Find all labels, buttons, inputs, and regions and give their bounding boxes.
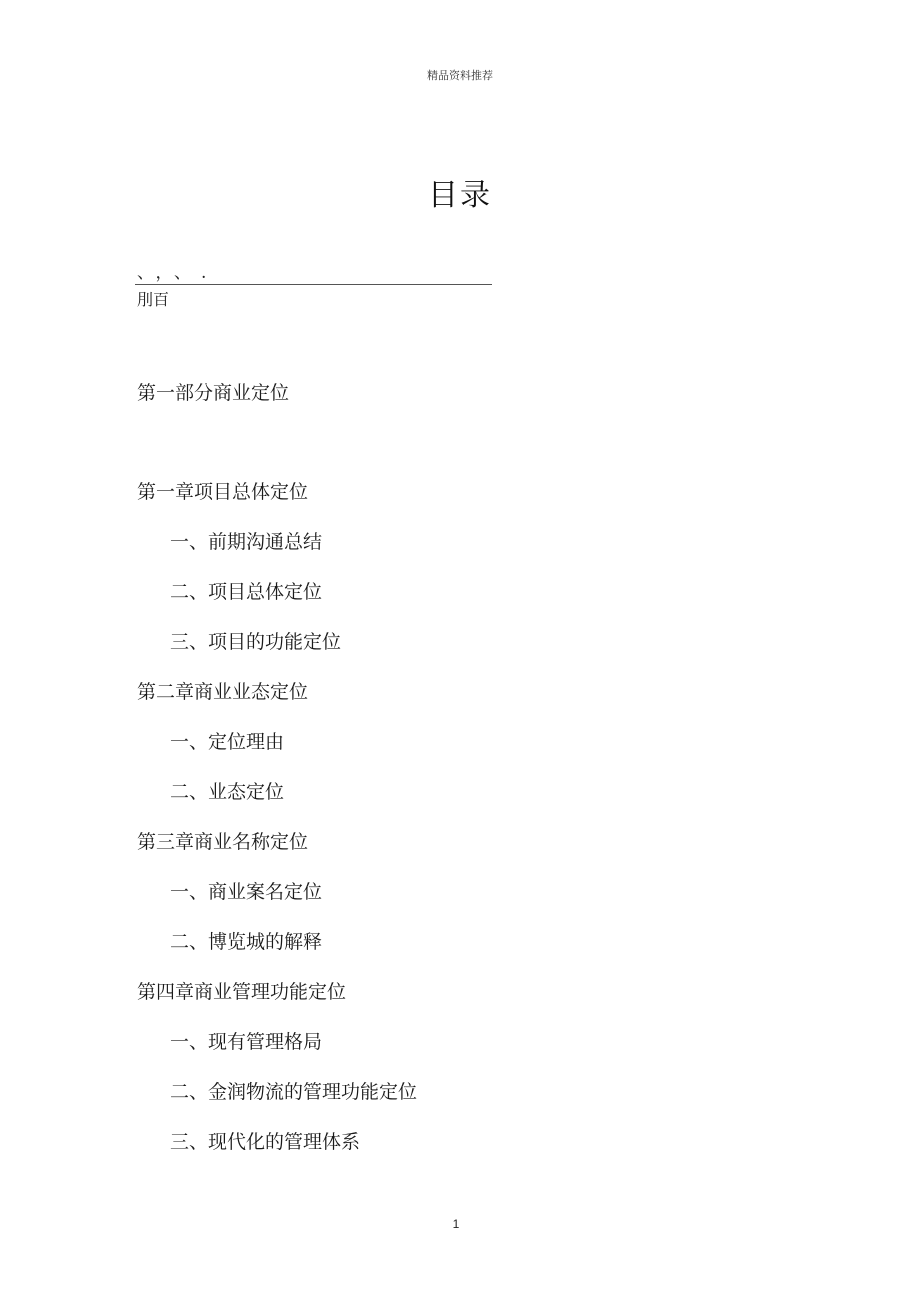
toc-chapter-3-section-2: 二、博览城的解释 bbox=[170, 931, 323, 953]
toc-chapter-1-section-2: 二、项目总体定位 bbox=[170, 581, 323, 603]
preface-label: 刖百 bbox=[137, 290, 170, 309]
toc-chapter-1-section-1: 一、前期沟通总结 bbox=[170, 531, 323, 553]
toc-title: 目录 bbox=[428, 178, 492, 213]
preface-underline bbox=[135, 284, 492, 285]
toc-chapter-3: 第三章商业名称定位 bbox=[137, 831, 309, 853]
toc-chapter-3-section-1: 一、商业案名定位 bbox=[170, 881, 323, 903]
toc-chapter-1-section-3: 三、项目的功能定位 bbox=[170, 631, 342, 653]
page-number: 1 bbox=[452, 1217, 460, 1231]
toc-chapter-4-section-1: 一、现有管理格局 bbox=[170, 1031, 323, 1053]
toc-chapter-4-section-3: 三、现代化的管理体系 bbox=[170, 1131, 361, 1153]
toc-chapter-2: 第二章商业业态定位 bbox=[137, 681, 309, 703]
preface-marks: 、，、. bbox=[137, 263, 217, 283]
page-header: 精品资料推荐 bbox=[427, 69, 493, 82]
toc-part-1: 第一部分商业定位 bbox=[137, 382, 290, 404]
toc-chapter-1: 第一章项目总体定位 bbox=[137, 481, 309, 503]
toc-chapter-2-section-2: 二、业态定位 bbox=[170, 781, 285, 803]
toc-chapter-2-section-1: 一、定位理由 bbox=[170, 731, 285, 753]
toc-chapter-4: 第四章商业管理功能定位 bbox=[137, 981, 347, 1003]
toc-chapter-4-section-2: 二、金润物流的管理功能定位 bbox=[170, 1081, 418, 1103]
